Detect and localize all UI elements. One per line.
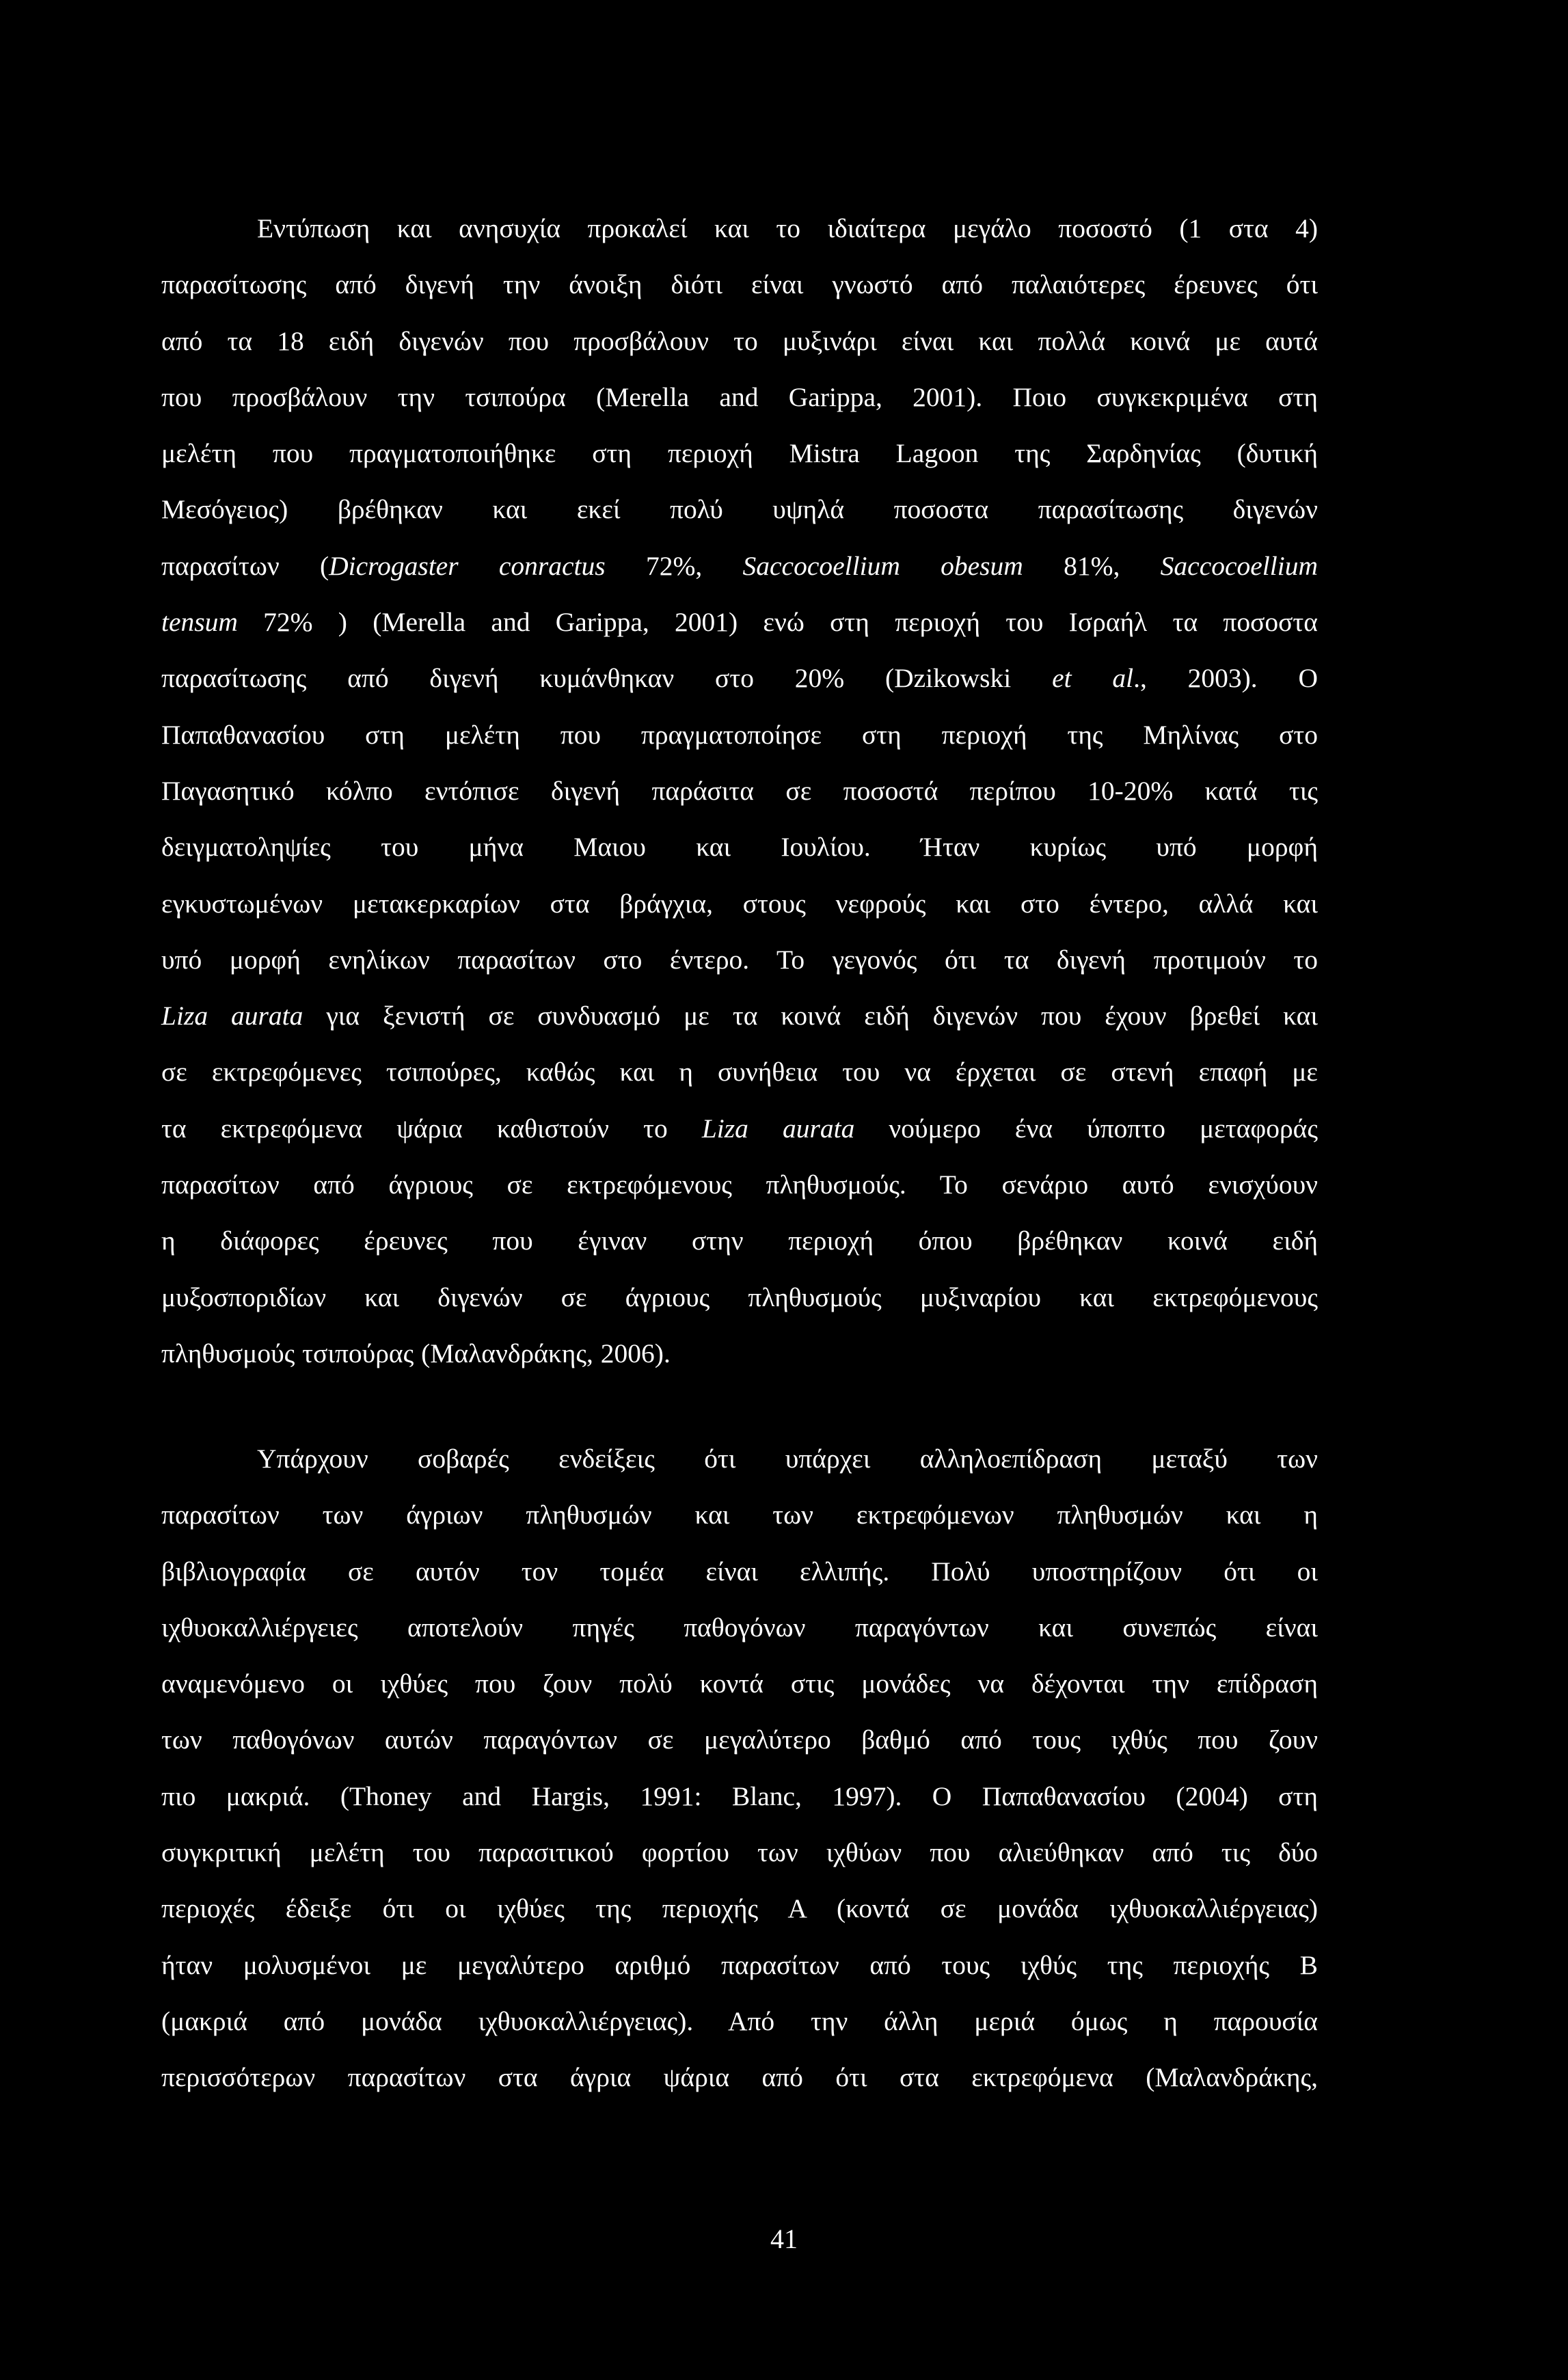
paragraph-1 (161, 200, 1318, 1381)
text-line: παρασίτωσης από διγενή την άνοιξη διότι είναι γνωστό από παλαιότερες έρευνες ότι (161, 269, 1318, 300)
text-line: υπό μορφή ενηλίκων παρασίτων στο έντερο. Το γεγονός ότι τα διγενή προτιμούν το (161, 944, 1318, 975)
text-line: Υπάρχουν σοβαρές ενδείξεις ότι υπάρχει αλληλοεπίδραση μεταξύ των (257, 1444, 1318, 1474)
text-line: βιβλιογραφία σε αυτόν τον τομέα είναι ελλιπής. Πολύ υποστηρίζουν ότι οι (161, 1556, 1318, 1586)
text-line: περιοχές έδειξε ότι οι ιχθύες της περιοχής Α (κοντά σε μονάδα ιχθυοκαλλιέργειας) (161, 1893, 1318, 1924)
text-line: Παπαθανασίου στη μελέτη που πραγματοποίησε στη περιοχή της Μηλίνας στο (161, 719, 1318, 750)
text-line: tensum 72% ) (Merella and Garippa, 2001) ενώ στη περιοχή του Ισραήλ τα ποσοστα (161, 607, 1318, 638)
text-line: των παθογόνων αυτών παραγόντων σε μεγαλύτερο βαθμό από τους ιχθύς που ζουν (161, 1725, 1318, 1755)
species-name: Liza aurata (701, 1113, 855, 1144)
text-line: από τα 18 ειδή διγενών που προσβάλουν το μυξινάρι είναι και πολλά κοινά με αυτά (161, 325, 1318, 356)
text-line: αναμενόμενο οι ιχθύες που ζουν πολύ κοντά στις μονάδες να δέχονται την επίδραση (161, 1668, 1318, 1699)
text-line: παρασίτων (Dicrogaster conractus 72%, Saccocoellium obesum 81%, Saccocoellium (161, 550, 1318, 581)
species-name: Dicrogaster conractus (329, 550, 606, 581)
species-name: Saccocoellium (1160, 550, 1318, 581)
page-number: 41 (770, 2223, 798, 2254)
text-line: παρασίτων των άγριων πληθυσμών και των εκτρεφόμενων πληθυσμών και η (161, 1500, 1318, 1530)
text-line: δειγματοληψίες του μήνα Μαιου και Ιουλίου. Ήταν κυρίως υπό μορφή (161, 832, 1318, 863)
text-line: μυξοσποριδίων και διγενών σε άγριους πληθυσμούς μυξιναρίου και εκτρεφόμενους (161, 1282, 1318, 1312)
text-line: ιχθυοκαλλιέργειες αποτελούν πηγές παθογόνων παραγόντων και συνεπώς είναι (161, 1612, 1318, 1642)
text-line: ήταν μολυσμένοι με μεγαλύτερο αριθμό παρασίτων από τους ιχθύς της περιοχής Β (161, 1949, 1318, 1980)
text-line: Εντύπωση και ανησυχία προκαλεί και το ιδιαίτερα μεγάλο ποσοστό (1 στα 4) (257, 213, 1318, 243)
text-line: Liza aurata για ξενιστή σε συνδυασμό με τα κοινά ειδή διγενών που έχουν βρεθεί και (161, 1001, 1318, 1031)
species-name: Saccocoellium obesum (742, 550, 1023, 581)
text-line: μελέτη που πραγματοποιήθηκε στη περιοχή Mistra Lagoon της Σαρδηνίας (δυτική (161, 438, 1318, 469)
text-line: που προσβάλουν την τσιπούρα (Merella and Garippa, 2001). Ποιο συγκεκριμένα στη (161, 381, 1318, 412)
text-line: η διάφορες έρευνες που έγιναν στην περιοχή όπου βρέθηκαν κοινά ειδή (161, 1226, 1318, 1256)
text-line: σε εκτρεφόμενες τσιπούρες, καθώς και η συνήθεια του να έρχεται σε στενή επαφή με (161, 1057, 1318, 1087)
text-line: (μακριά από μονάδα ιχθυοκαλλιέργειας). Από την άλλη μεριά όμως η παρουσία (161, 2005, 1318, 2036)
text-line: εγκυστωμένων μετακερκαρίων στα βράγχια, στους νεφρούς και στο έντερο, αλλά και (161, 888, 1318, 919)
species-name: Liza aurata (161, 1001, 303, 1031)
text-line: παρασίτων από άγριους σε εκτρεφόμενους πληθυσμούς. Το σενάριο αυτό ενισχύουν (161, 1169, 1318, 1200)
text-line: συγκριτική μελέτη του παρασιτικού φορτίου των ιχθύων που αλιεύθηκαν από τις δύο (161, 1837, 1318, 1868)
text-line: παρασίτωσης από διγενή κυμάνθηκαν στο 20% (Dzikowski et al., 2003). Ο (161, 663, 1318, 694)
text-line: Μεσόγειος) βρέθηκαν και εκεί πολύ υψηλά ποσοστα παρασίτωσης διγενών (161, 494, 1318, 525)
text-line: πληθυσμούς τσιπούρας (Μαλανδράκης, 2006). (161, 1338, 671, 1368)
text-line: Παγασητικό κόλπο εντόπισε διγενή παράσιτα σε ποσοστά περίπου 10-20% κατά τις (161, 775, 1318, 806)
citation-et-al: et al (1052, 663, 1134, 694)
text-line: τα εκτρεφόμενα ψάρια καθιστούν το Liza aurata νούμερο ένα ύποπτο μεταφοράς (161, 1113, 1319, 1144)
paragraph-2 (161, 1431, 1318, 2106)
text-line: πιο μακριά. (Thoney and Hargis, 1991: Blanc, 1997). Ο Παπαθανασίου (2004) στη (161, 1781, 1318, 1811)
text-line: περισσότερων παρασίτων στα άγρια ψάρια από ότι στα εκτρεφόμενα (Μαλανδράκης, (161, 2062, 1318, 2093)
species-name: tensum (161, 607, 238, 638)
